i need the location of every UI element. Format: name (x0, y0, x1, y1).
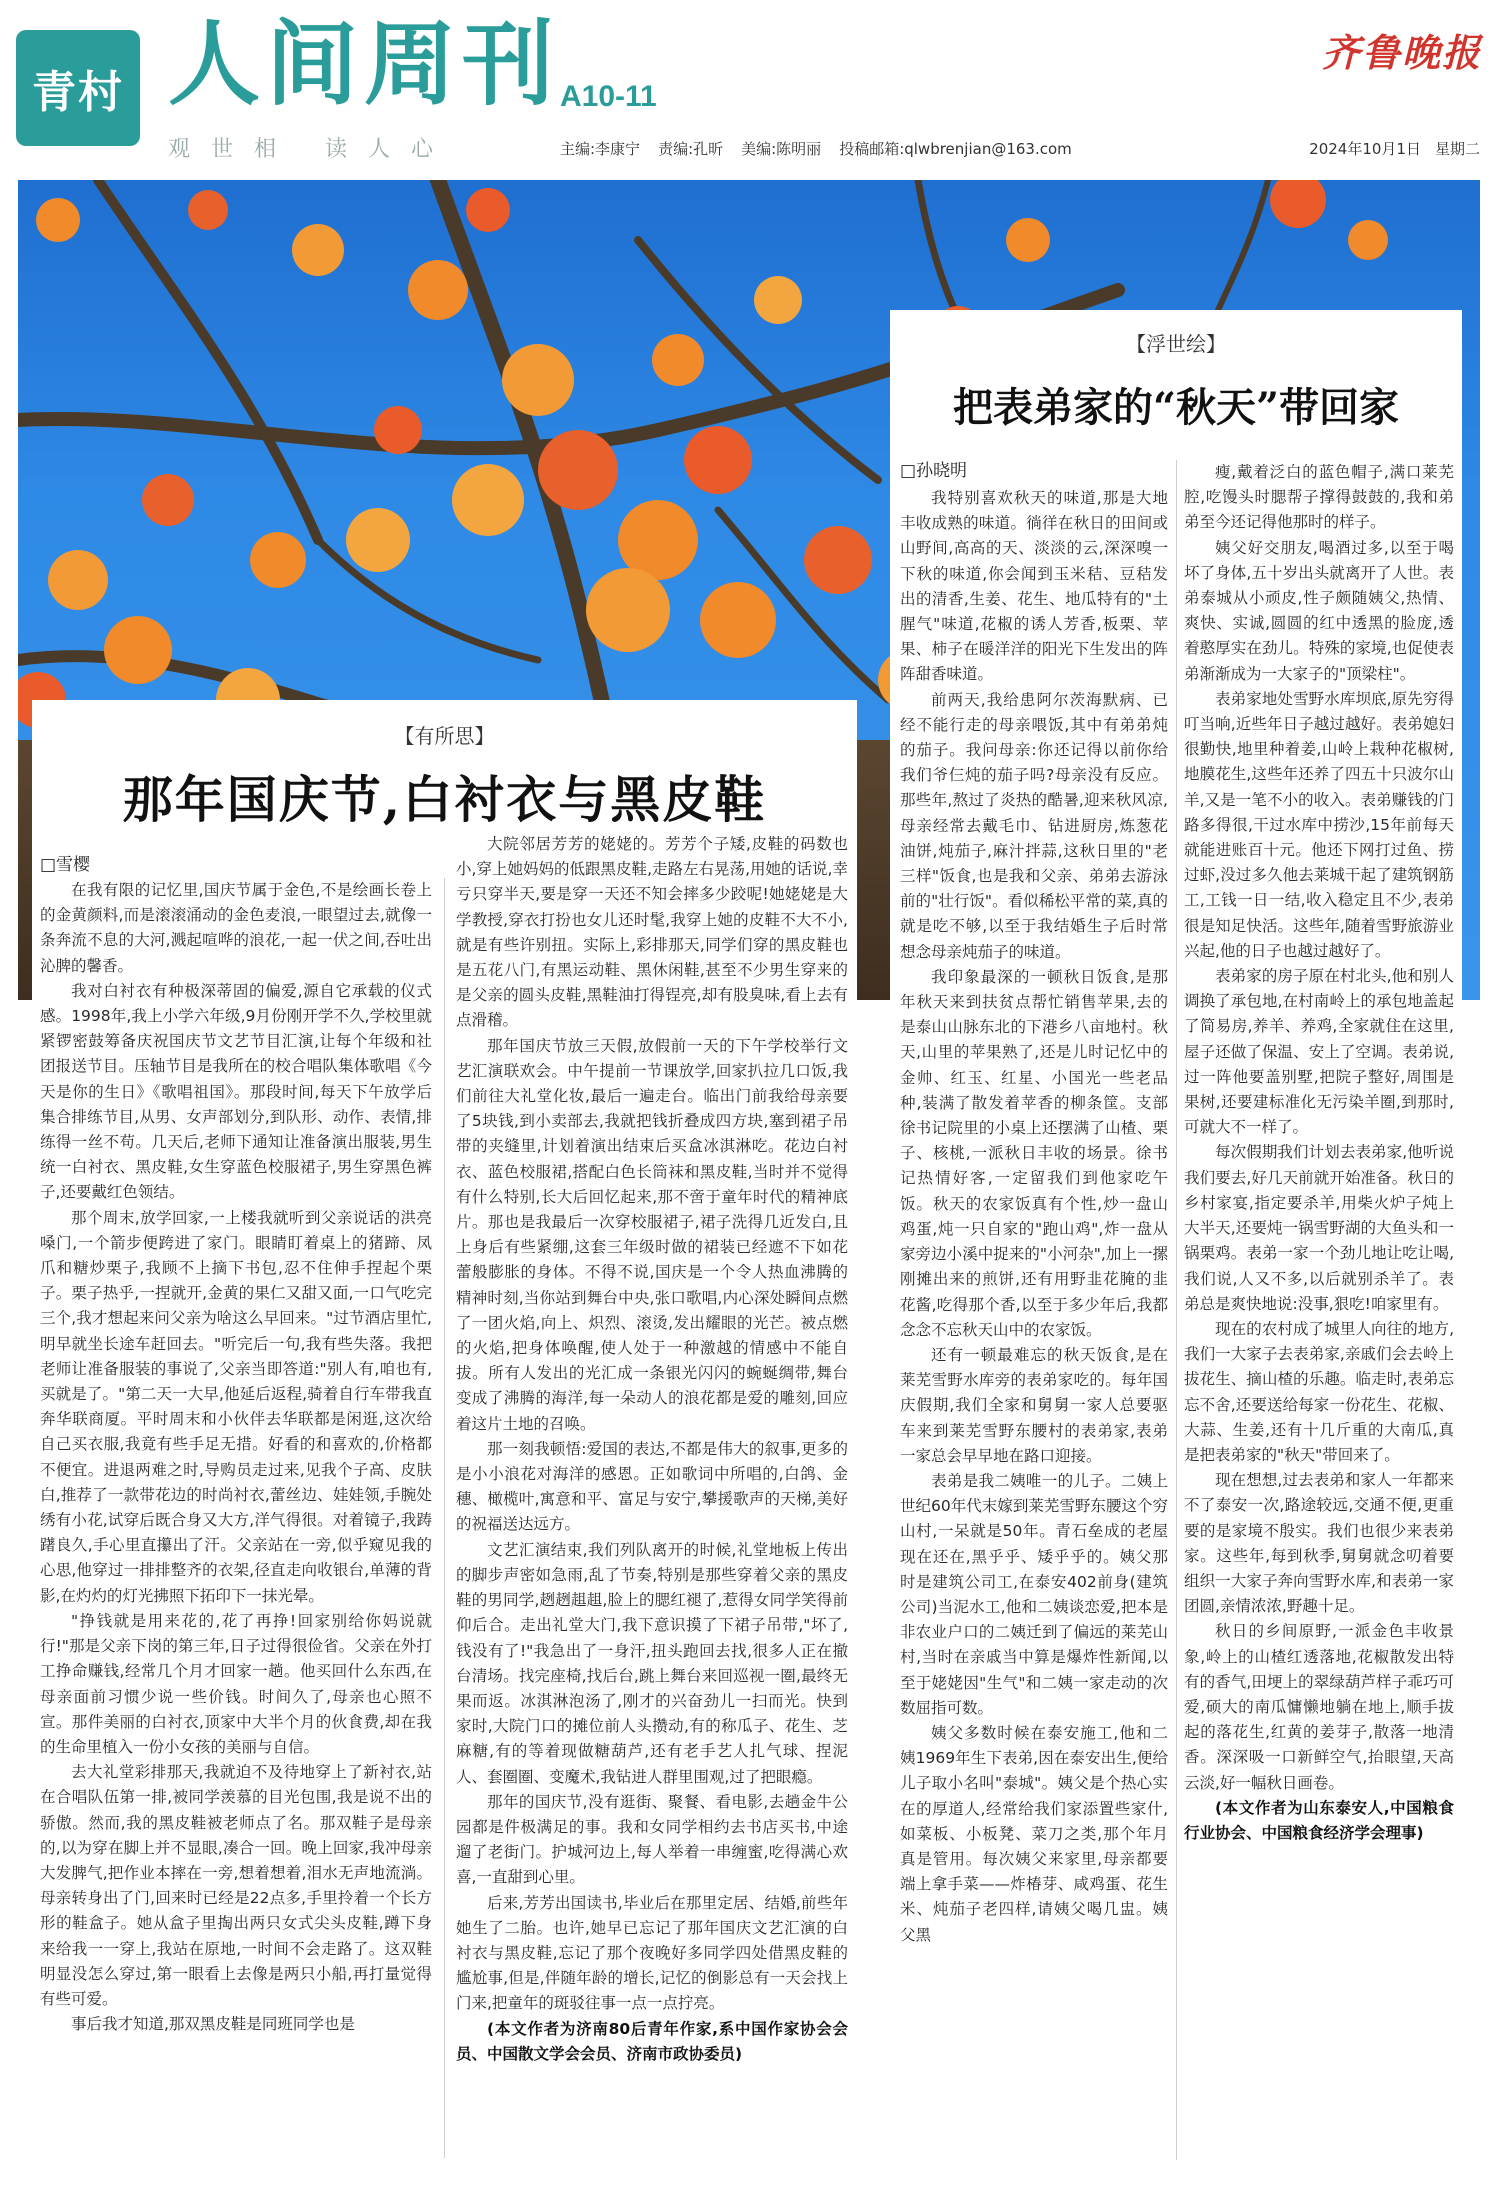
author-note: (本文作者为济南80后青年作家,系中国作家协会会员、中国散文学会会员、济南市政协委员) (456, 2019, 848, 2063)
article-left-column-1 (40, 878, 432, 2168)
article-right-column-2 (1184, 460, 1454, 2166)
paragraph: 那个周末,放学回家,一上楼我就听到父亲说话的洪亮嗓门,一个箭步便跨进了家门。眼睛盯着桌上的猪蹄、凤爪和糖炒栗子,我顾不上摘下书包,忍不住伸手捏起个栗子。栗子热乎,一捏就开,金黄的果仁又甜又面,一口气吃完三个,我才想起来问父亲为啥这么早回来。"过节酒店里忙,明早就坐长途车赶回去。"听完后一句,我有些失落。我把老师让准备服装的事说了,父亲当即答道:"别人有,咱也有,买就是了。"第二天一大早,他延后返程,骑着自行车带我直奔华联商厦。平时周末和小伙伴去华联都是闲逛,这次给自己买衣服,我竟有些手足无措。好看的和喜欢的,价格都不便宜。进退两难之时,导购员走过来,见我个子高、皮肤白,推荐了一款带花边的时尚衬衣,蕾丝边、娃娃领,手腕处绣有小花,试穿后既合身又大方,洋气得很。对着镜子,我踌躇良久,手心里直攥出了汗。父亲站在一旁,似乎窥见我的心思,他穿过一排排整齐的衣架,径直走向收银台,单薄的背影,在灼灼的灯光拂照下拓印下一抹光晕。 (40, 1208, 432, 1605)
paragraph: 大院邻居芳芳的姥姥的。芳芳个子矮,皮鞋的码数也小,穿上她妈妈的低跟黑皮鞋,走路左右晃荡,用她的话说,幸亏只穿半天,要是穿一天还不知会摔多少跤呢!她姥姥是大学教授,穿衣打扮也女儿还时髦,我穿上她的皮鞋不大不小,就是有些许别扭。实际上,彩排那天,同学们穿的黑皮鞋也是五花八门,有黑运动鞋、黑休闲鞋,甚至不少男生穿来的是父亲的圆头皮鞋,黑鞋油打得锃亮,却有股臭味,看上去有点滑稽。 (456, 835, 848, 1030)
paragraph: 表弟家的房子原在村北头,他和别人调换了承包地,在村南岭上的承包地盖起了简易房,养羊、养鸡,全家就住在这里,屋子还做了保温、安上了空调。表弟说,过一阵他要盖别墅,把院子整好,周围是果树,还要建标准化无污染羊圈,到那时,可就大不一样了。 (1184, 967, 1454, 1137)
credit-art-editor: 美编:陈明丽 (741, 140, 822, 158)
paragraph: 我印象最深的一顿秋日饭食,是那年秋天来到扶贫点帮忙销售苹果,去的是泰山山脉东北的下港乡八亩地村。秋天,山里的苹果熟了,还是儿时记忆中的金帅、红玉、红星、小国光一些老品种,装满了散发着苹香的柳条筐。支部徐书记院里的小桌上还摆满了山楂、栗子、核桃,一派秋日丰收的场景。徐书记热情好客,一定留我们到他家吃午饭。秋天的农家饭真有个性,炒一盘山鸡蛋,炖一只自家的"跑山鸡",炸一盘从家旁边小溪中捉来的"小河杂",加上一摞刚摊出来的煎饼,还有用野韭花腌的韭花酱,吃得那个香,以至于多少年后,我都念念不忘秋天山中的农家饭。 (900, 967, 1168, 1339)
paragraph: 那一刻我顿悟:爱国的表达,不都是伟大的叙事,更多的是小小浪花对海洋的感恩。正如歌词中所唱的,白鸽、金穗、橄榄叶,寓意和平、富足与安宁,攀援歌声的天梯,美好的祝福送达远方。 (456, 1439, 848, 1534)
paragraph: 去大礼堂彩排那天,我就迫不及待地穿上了新衬衣,站在合唱队伍第一排,被同学羡慕的目光包围,我是说不出的骄傲。然而,我的黑皮鞋被老师点了名。那双鞋子是母亲的,以为穿在脚上并不显眼,凑合一回。晚上回家,我冲母亲大发脾气,把作业本摔在一旁,想着想着,泪水无声地流淌。母亲转身出了门,回来时已经是22点多,手里拎着一个长方形的鞋盒子。她从盒子里掏出两只女式尖头皮鞋,蹲下身来给我一一穿上,我站在原地,一时间不会走路了。这双鞋明显没怎么穿过,第一眼看上去像是两只小船,再打量觉得有些可爱。 (40, 1763, 432, 2008)
paragraph: 姨父好交朋友,喝酒过多,以至于喝坏了身体,五十岁出头就离开了人世。表弟泰城从小顽皮,性子颇随姨父,热情、爽快、实诚,圆圆的红中透黑的脸庞,透着憨厚实在劲儿。特殊的家境,也促使表弟渐渐成为一大家子的"顶梁柱"。 (1184, 538, 1454, 683)
issue-date (1309, 138, 1480, 159)
article-right-byline: □孙晓明 (900, 461, 968, 481)
column-divider (1176, 460, 1177, 2160)
article-left-column-tag: 【有所思】 (394, 724, 495, 748)
paragraph: "挣钱就是用来花的,花了再挣!回家别给你妈说就行!"那是父亲下岗的第三年,日子过得很俭省。父亲在外打工挣命赚钱,经常几个月才回家一趟。他买回什么东西,在母亲面前习惯少说一些价钱。时间久了,母亲也心照不宣。那件美丽的白衬衣,顶家中大半个月的伙食费,却在我的生命里植入一份小女孩的美丽与自信。 (40, 1611, 432, 1756)
paragraph: 在我有限的记忆里,国庆节属于金色,不是绘画长卷上的金黄颜料,而是滚滚涌动的金色麦浪,一眼望过去,就像一条奔流不息的大河,溅起喧哗的浪花,一起一伏之间,吞吐出沁脾的馨香。 (40, 881, 432, 975)
paragraph: 每次假期我们计划去表弟家,他听说我们要去,好几天前就开始准备。秋日的乡村家宴,指定要杀羊,用柴火炉子炖上大半天,还要炖一锅雪野湖的大鱼头和一锅栗鸡。表弟一家一个劲儿地让吃让喝,我们说,人又不多,以后就别杀羊了。表弟总是爽快地说:没事,狠吃!咱家里有。 (1184, 1143, 1454, 1313)
paragraph: 事后我才知道,那双黑皮鞋是同班同学也是 (71, 2015, 355, 2034)
date-text: 2024年10月1日 (1309, 140, 1421, 158)
page-number: A10-11 (560, 80, 657, 113)
paragraph: 前两天,我给患阿尔茨海默病、已经不能行走的母亲喂饭,其中有弟弟炖的茄子。我问母亲:你还记得以前你给我们爷仨炖的茄子吗?母亲没有反应。那些年,熬过了炎热的酷暑,迎来秋风凉,母亲经常去戴毛巾、钻进厨房,炼葱花油饼,炖茄子,麻汁拌蒜,这秋日里的"老三样"饭食,也是我和父亲、弟弟去游泳前的"壮行饭"。看似稀松平常的菜,真的就是吃不够,以至于我结婚生子后时常想念母亲炖茄子的味道。 (900, 690, 1168, 961)
article-left-byline: □雪樱 (40, 855, 91, 875)
paragraph: 秋日的乡间原野,一派金色丰收景象,岭上的山楂红透落地,花椒散发出特有的香气,田埂上的翠绿葫芦样子乖巧可爱,硕大的南瓜慵懒地躺在地上,顺手拔起的落花生,红黄的姜芽子,散落一地清香。深深吸一口新鲜空气,抬眼望,天高云淡,好一幅秋日画卷。 (1184, 1622, 1454, 1792)
paragraph: 那年国庆节放三天假,放假前一天的下午学校举行文艺汇演联欢会。中午提前一节课放学,回家扒拉几口饭,我们前往大礼堂化妆,最后一遍走台。临出门前我给母亲要了5块钱,到小卖部去,我就把钱折叠成四方块,塞到裙子吊带的夹缝里,计划着演出结束后买盒冰淇淋吃。花边白衬衣、蓝色校服裙,搭配白色长筒袜和黑皮鞋,当时并不觉得有什么特别,长大后回忆起来,那不啻于童年时代的精神底片。那也是我最后一次穿校服裙子,裙子洗得几近发白,且上身后有些紧绷,这套三年级时做的裙装已经遮不下如花蕾般膨胀的身体。不得不说,国庆是一个令人热血沸腾的精神时刻,当你站到舞台中央,张口歌唱,内心深处瞬间点燃了一团火焰,向上、炽烈、滚烫,发出耀眼的光芒。被点燃的火焰,把身体唤醒,使人处于一种激越的情感中不能自拔。所有人发出的光汇成一条银光闪闪的蜿蜒绸带,舞台变成了沸腾的海洋,每一朵动人的浪花都是爱的雕刻,回应着这片土地的召唤。 (456, 1036, 848, 1433)
paragraph: 后来,芳芳出国读书,毕业后在那里定居、结婚,前些年她生了二胎。也许,她早已忘记了那年国庆文艺汇演的白衬衣与黑皮鞋,忘记了那个夜晚好多同学四处借黑皮鞋的尴尬事,但是,伴随年龄的增长,记忆的倒影总有一天会找上门来,把童年的斑驳往事一点一点拧亮。 (456, 1893, 848, 2013)
newspaper-brand-logo: 齐鲁晚报 (1321, 30, 1482, 75)
credit-editor: 责编:孔昕 (658, 140, 724, 158)
paragraph: 我对白衬衣有种极深蒂固的偏爱,源自它承载的仪式感。1998年,我上小学六年级,9月份刚开学不久,学校里就紧锣密鼓筹备庆祝国庆节文艺节目汇演,让每个年级和社团报送节目。压轴节目是我所在的校合唱队集体歌唱《今天是你的生日》《歌唱祖国》。那段时间,每天下午放学后集合排练节目,从男、女声部划分,到队形、动作、表情,排练得一丝不苟。几天后,老师下通知让准备演出服装,男生统一白衬衣、黑皮鞋,女生穿蓝色校服裙子,男生穿黑色裤子,还要戴红色领结。 (40, 981, 432, 1202)
paragraph: 现在的农村成了城里人向往的地方,我们一大家子去表弟家,亲戚们会去岭上拔花生、摘山楂的乐趣。临走时,表弟忘忘不舍,还要送给每家一份花生、花椒、大蒜、生姜,还有十几斤重的大南瓜,真是把表弟家的"秋天"带回来了。 (1184, 1319, 1454, 1464)
paragraph: 表弟是我二姨唯一的儿子。二姨上世纪60年代末嫁到莱芜雪野东腰这个穷山村,一呆就是50年。青石垒成的老屋现在还在,黑乎乎、矮乎乎的。姨父那时是建筑公司工,在泰安402前身(建筑公司)当泥水工,他和二姨谈恋爱,把本是非农业户口的二姨迁到了偏远的莱芜山村,当时在亲戚当中算是爆炸性新闻,以至于姥姥因"生气"和二姨一家走动的次数屈指可数。 (900, 1471, 1168, 1717)
editor-credits (560, 138, 1072, 159)
paragraph: 瘦,戴着泛白的蓝色帽子,满口莱芜腔,吃馒头时腮帮子撑得鼓鼓的,我和弟弟至今还记得他那时的样子。 (1184, 463, 1454, 532)
author-note: (本文作者为山东泰安人,中国粮食行业协会、中国粮食经济学会理事) (1184, 1798, 1454, 1842)
credit-email: 投稿邮箱:qlwbrenjian@163.com (839, 140, 1072, 158)
article-right-column-1 (900, 486, 1168, 2166)
weekday-text: 星期二 (1434, 140, 1480, 158)
paragraph: 还有一顿最难忘的秋天饭食,是在莱芜雪野水库旁的表弟家吃的。每年国庆假期,我们全家和舅舅一家人总要驱车来到莱芜雪野东腰村的表弟家,表弟一家总会早早地在路口迎接。 (900, 1345, 1168, 1465)
paragraph: 现在想想,过去表弟和家人一年都来不了泰安一次,路途较远,交通不便,更重要的是家境不殷实。我们也很少来表弟家。这些年,每到秋季,舅舅就念叨着要组织一大家子奔向雪野水库,和表弟一家团圆,亲情浓浓,野趣十足。 (1184, 1471, 1454, 1616)
paragraph: 姨父多数时候在泰安施工,他和二姨1969年生下表弟,因在泰安出生,便给儿子取小名叫"泰城"。姨父是个热心实在的厚道人,经常给我们家添置些家什,如菜板、小板凳、菜刀之类,那个年月真是管用。每次姨父来家里,母亲都要端上拿手菜——炸椿芽、咸鸡蛋、花生米、炖茄子老四样,请姨父喝几盅。姨父黑 (900, 1723, 1168, 1944)
article-right (890, 310, 1462, 2170)
article-left-column-2 (456, 832, 848, 2168)
paragraph: 我特别喜欢秋天的味道,那是大地丰收成熟的味道。徜徉在秋日的田间或山野间,高高的天、淡淡的云,深深嗅一下秋的味道,你会闻到玉米秸、豆秸发出的清香,生姜、花生、地瓜特有的"土腥气"味道,花椒的诱人芳香,板栗、苹果、柿子在暖洋洋的阳光下生发出的阵阵甜香味道。 (900, 489, 1168, 684)
section-slogan: 观世相 读人心 (168, 137, 454, 162)
paragraph: 文艺汇演结束,我们列队离开的时候,礼堂地板上传出的脚步声密如急雨,乱了节奏,特别是那些穿着父亲的黑皮鞋的男同学,趔趔趄趄,脸上的腮红褪了,惹得女同学笑得前仰后合。走出礼堂大门,我下意识摸了下裙子吊带,"坏了,钱没有了!"我急出了一身汗,扭头跑回去找,很多人正在撤台清场。找完座椅,找后台,跳上舞台来回巡视一圈,最终无果而返。冰淇淋泡汤了,刚才的兴奋劲儿一扫而光。快到家时,大院门口的摊位前人头攒动,有的称瓜子、花生、芝麻糖,有的等着现做糖葫芦,还有老手艺人扎气球、捏泥人、套圈圈、变魔术,我钻进人群里围观,过了把眼瘾。 (456, 1540, 848, 1786)
article-left (32, 700, 857, 2170)
section-title: 人间周刊 (168, 10, 561, 118)
article-right-column-tag: 【浮世绘】 (1126, 332, 1226, 356)
article-left-title: 那年国庆节,白衬衣与黑皮鞋 (122, 770, 767, 829)
paragraph: 表弟家地处雪野水库坝底,原先穷得叮当响,近些年日子越过越好。表弟媳妇很勤快,地里种着姜,山岭上栽种花椒树,地膜花生,这些年还养了四五十只波尔山羊,又是一笔不小的收入。表弟赚钱的门路多得很,干过水库中捞沙,15年前每天就能进账百十元。他还下网打过鱼、捞过虾,没过多久他去莱城干起了建筑钢筋工,工钱一日一结,收入稳定且不少,表弟很是知足快活。这些年,随着雪野旅游业兴起,他的日子也越过越好了。 (1184, 689, 1454, 960)
credit-chief-editor: 主编:李康宁 (560, 140, 641, 158)
paragraph: 那年的国庆节,没有逛街、聚餐、看电影,去趟金牛公园都是件极满足的事。我和女同学相约去书店买书,中途遛了老街门。护城河边上,每人举着一串缠蜜,吃得满心欢喜,一直甜到心里。 (456, 1792, 848, 1887)
section-logo: 青村 (16, 30, 140, 146)
column-divider (444, 878, 445, 2158)
article-right-title: 把表弟家的“秋天”带回家 (952, 384, 1399, 431)
